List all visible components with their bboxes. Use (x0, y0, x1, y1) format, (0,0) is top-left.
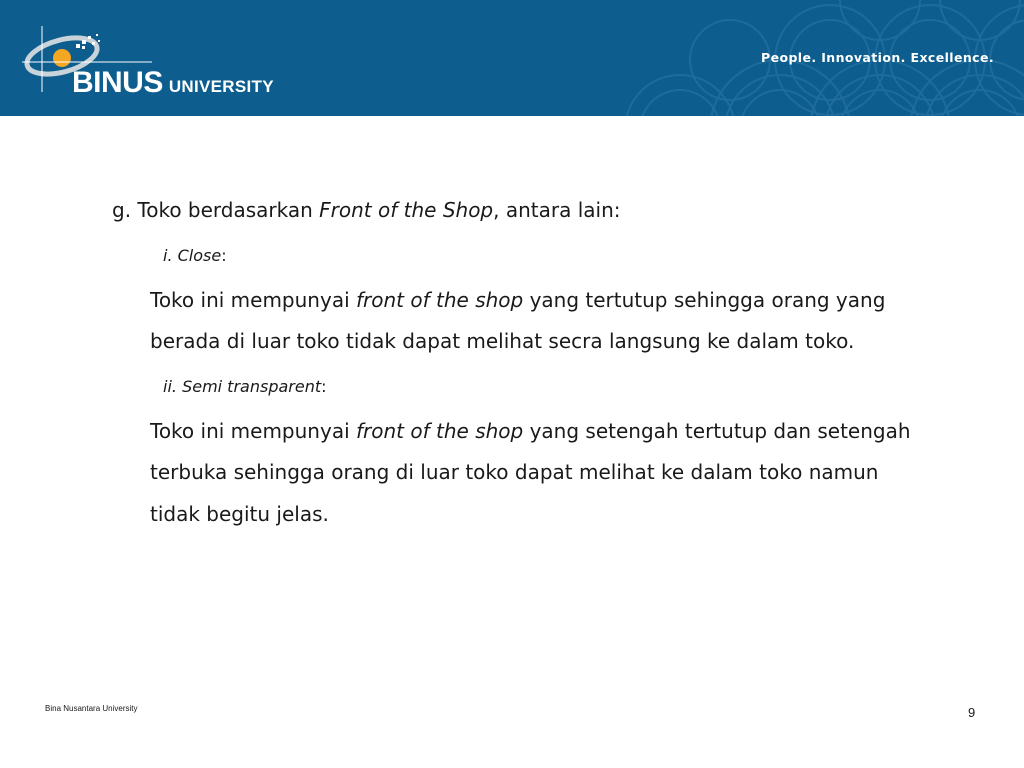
section-heading (112, 198, 621, 222)
slide-header (0, 0, 1024, 116)
item1-label-text: i. Close (163, 246, 222, 265)
tagline: People. Innovation. Excellence. (761, 50, 994, 65)
item2-label-colon: : (321, 377, 327, 396)
heading-emphasis: Front of the Shop (319, 198, 494, 222)
item1-line-1 (150, 288, 885, 312)
item1-line1-pre: Toko ini mempunyai (150, 288, 356, 312)
item2-line-2: terbuka sehingga orang di luar toko dapat melihat ke dalam toko namun (150, 460, 879, 484)
item2-label-text: ii. Semi transparent (163, 377, 322, 396)
heading-suffix: , antara lain: (493, 198, 621, 222)
heading-prefix: g. Toko berdasarkan (112, 198, 320, 222)
item2-line1-pre: Toko ini mempunyai (150, 419, 356, 443)
item2-line-3: tidak begitu jelas. (150, 502, 329, 526)
item2-line1-emphasis: front of the shop (356, 419, 524, 443)
footer-institution: Bina Nusantara University (45, 704, 138, 713)
item1-line1-emphasis: front of the shop (356, 288, 524, 312)
logo-wordmark (72, 66, 274, 100)
logo-university-text: UNIVERSITY (168, 77, 274, 96)
item1-label (163, 246, 227, 265)
item1-line1-post: yang tertutup sehingga orang yang (523, 288, 886, 312)
logo-binus-text: BINUS (72, 66, 163, 99)
item2-line1-post: yang setengah tertutup dan setengah (523, 419, 911, 443)
item1-label-colon: : (221, 246, 227, 265)
item1-line-2: berada di luar toko tidak dapat melihat secra langsung ke dalam toko. (150, 329, 855, 353)
item2-line-1 (150, 419, 911, 443)
page-number: 9 (968, 705, 976, 720)
item2-label (163, 377, 327, 396)
